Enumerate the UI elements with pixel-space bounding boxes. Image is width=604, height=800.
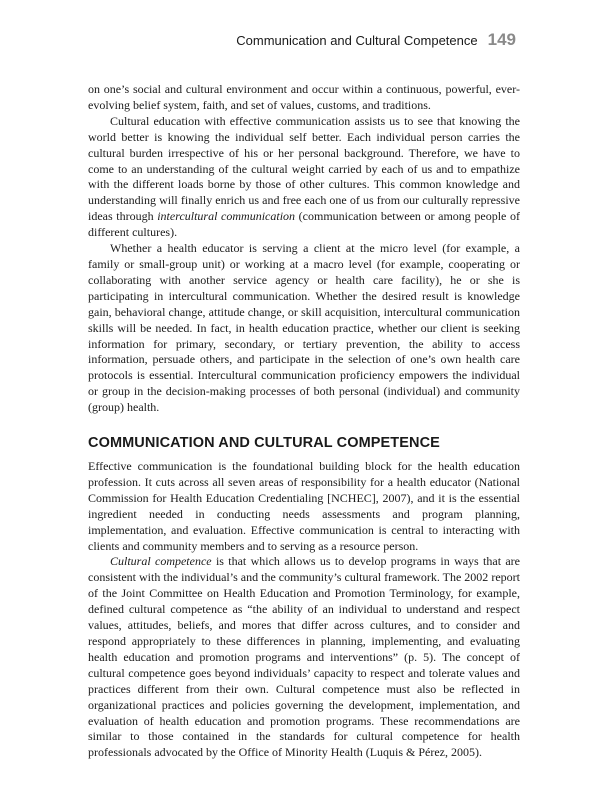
page-number: 149 <box>487 30 516 49</box>
paragraph-effective-communication: Effective communication is the foundational building block for the health education profession. It cuts across all seven areas of responsibility for a health educator (National Commission for Health Education Credentialing [NCHEC], 2007), and it is the essential ingredient needed in conducting needs assessments and program planning, implementation, and evaluation. Effective communication is central to interacting with clients and community members and to serving as a resource person. <box>88 459 520 553</box>
body-text <box>88 82 520 761</box>
term-cultural-competence: Cultural competence <box>110 554 212 569</box>
running-head <box>236 30 516 50</box>
term-intercultural-communication: intercultural communication <box>157 209 296 224</box>
paragraph-text: Cultural education with effective communication assists us to see that knowing the world better is knowing the individual self better. Each individual person carries the cultural burden irrespective of his or her personal background. Therefore, we have to come to an understanding of the cultural weight carried by each of us and to empathize with the different loads borne by those of other cultures. This common knowledge and understanding will finally enrich us and free each one of us from our culturally repressive ideas through <box>88 113 520 224</box>
running-head-title: Communication and Cultural Competence <box>236 33 478 48</box>
paragraph-continuation: on one’s social and cultural environment and occur within a continuous, powerful, ever-evolving belief system, faith, and set of values, customs, and traditions. <box>88 82 520 112</box>
paragraph-cultural-competence <box>88 554 520 761</box>
paragraph-text: is that which allows us to develop programs in ways that are consistent with the individual’s and the community’s cultural framework. The 2002 report of the Joint Committee on Health Education and Promotion Terminology, for example, defined cultural competence as “the ability of an individual to understand and respect values, attitudes, beliefs, and mores that differ across cultures, and to consider and respond appropriately to these differences in planning, implementing, and evaluating health education and promotion programs and interventions” (p. 5). The concept of cultural competence goes beyond individuals’ capacity to respect and tolerate values and practices different from their own. Cultural competence must also be reflected in organizational practices and policies governing the development, implementation, and evaluation of health education and promotion programs. These recommendations are similar to those contained in the standards for cultural competence for health professionals advocated by the Office of Minority Health (Luquis & Pérez, 2005). <box>88 554 520 760</box>
paragraph-cultural-education <box>88 114 520 241</box>
paragraph-health-educator: Whether a health educator is serving a client at the micro level (for example, a family or small-group unit) or working at a macro level (for example, cooperating or collaborating with another service agency or health care facility), he or she is participating in intercultural communication. Whether the desired result is knowledge gain, behavioral change, attitude change, or skill acquisition, intercultural communication skills will be needed. In fact, in health education practice, whether our client is seeking information for primary, secondary, or tertiary prevention, the ability to access information, persuade others, and participate in the selection of one’s own health care protocols is essential. Intercultural communication proficiency empowers the individual or group in the decision-making processes of both personal (individual) and community (group) health. <box>88 241 520 415</box>
paragraph-text: (communication between or among people of different cultures). <box>88 209 520 240</box>
section-heading: COMMUNICATION AND CULTURAL COMPETENCE <box>88 435 440 452</box>
